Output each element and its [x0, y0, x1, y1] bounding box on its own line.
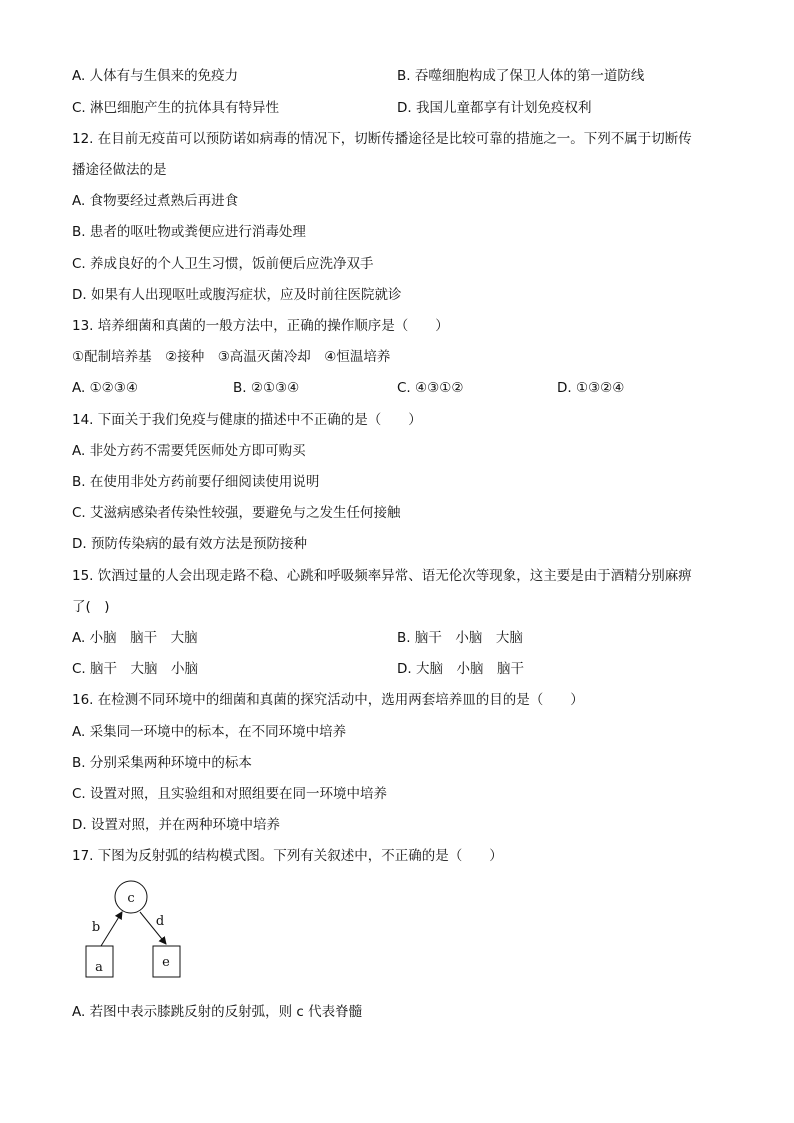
q15-option-d: D. 大脑 小脑 脑干 [397, 661, 524, 677]
q12-option-c: C. 养成良好的个人卫生习惯，饭前便后应洗净双手 [72, 256, 374, 272]
q17-stem: 17. 下图为反射弧的结构模式图。下列有关叙述中，不正确的是（ ） [72, 848, 503, 864]
q17-option-a: A. 若图中表示膝跳反射的反射弧，则 c 代表脊髓 [72, 1004, 363, 1020]
q14-option-c: C. 艾滋病感染者传染性较强，要避免与之发生任何接触 [72, 505, 401, 521]
q15-stem-line2: 了( ) [72, 599, 110, 615]
q12-stem-line2: 播途径做法的是 [72, 162, 167, 178]
q12-option-b: B. 患者的呕吐物或粪便应进行消毒处理 [72, 224, 306, 240]
node-e-label: e [162, 955, 170, 970]
q11-option-d: D. 我国儿童都享有计划免疫权利 [397, 100, 592, 116]
q14-option-a: A. 非处方药不需要凭医师处方即可购买 [72, 443, 306, 459]
label-d: d [155, 914, 165, 929]
q14-option-b: B. 在使用非处方药前要仔细阅读使用说明 [72, 474, 320, 490]
q15-stem-line1: 15. 饮酒过量的人会出现走路不稳、心跳和呼吸频率异常、语无伦次等现象，这主要是由于酒精分别麻痹 [72, 568, 692, 584]
q13-option-a: A. ①②③④ [72, 380, 138, 396]
node-c-label: c [127, 891, 135, 906]
label-b: b [91, 920, 101, 935]
reflex-arc-diagram [80, 876, 190, 984]
q15-option-b: B. 脑干 小脑 大脑 [397, 630, 523, 646]
q11-option-b: B. 吞噬细胞构成了保卫人体的第一道防线 [397, 68, 645, 84]
q16-option-a: A. 采集同一环境中的标本，在不同环境中培养 [72, 724, 347, 740]
arrow-b [101, 912, 122, 946]
q11-option-a: A. 人体有与生俱来的免疫力 [72, 68, 239, 84]
q16-option-c: C. 设置对照，且实验组和对照组要在同一环境中培养 [72, 786, 388, 802]
q16-option-b: B. 分别采集两种环境中的标本 [72, 755, 252, 771]
q14-stem: 14. 下面关于我们免疫与健康的描述中不正确的是（ ） [72, 412, 422, 428]
q15-option-a: A. 小脑 脑干 大脑 [72, 630, 198, 646]
q13-option-b: B. ②①③④ [233, 380, 300, 396]
q16-stem: 16. 在检测不同环境中的细菌和真菌的探究活动中，选用两套培养皿的目的是（ ） [72, 692, 584, 708]
q16-option-d: D. 设置对照，并在两种环境中培养 [72, 817, 280, 833]
q15-option-c: C. 脑干 大脑 小脑 [72, 661, 199, 677]
q12-stem-line1: 12. 在目前无疫苗可以预防诺如病毒的情况下，切断传播途径是比较可靠的措施之一。下列不属于切断传 [72, 131, 692, 147]
q11-option-c: C. 淋巴细胞产生的抗体具有特异性 [72, 100, 280, 116]
q12-option-a: A. 食物要经过煮熟后再进食 [72, 193, 239, 209]
q13-option-d: D. ①③②④ [557, 380, 625, 396]
q13-option-c: C. ④③①② [397, 380, 464, 396]
node-a-label: a [95, 960, 103, 975]
q14-option-d: D. 预防传染病的最有效方法是预防接种 [72, 536, 307, 552]
q13-stem: 13. 培养细菌和真菌的一般方法中，正确的操作顺序是（ ） [72, 318, 449, 334]
q12-option-d: D. 如果有人出现呕吐或腹泻症状，应及时前往医院就诊 [72, 287, 402, 303]
q13-steps: ①配制培养基 ②接种 ③高温灭菌冷却 ④恒温培养 [72, 349, 391, 365]
